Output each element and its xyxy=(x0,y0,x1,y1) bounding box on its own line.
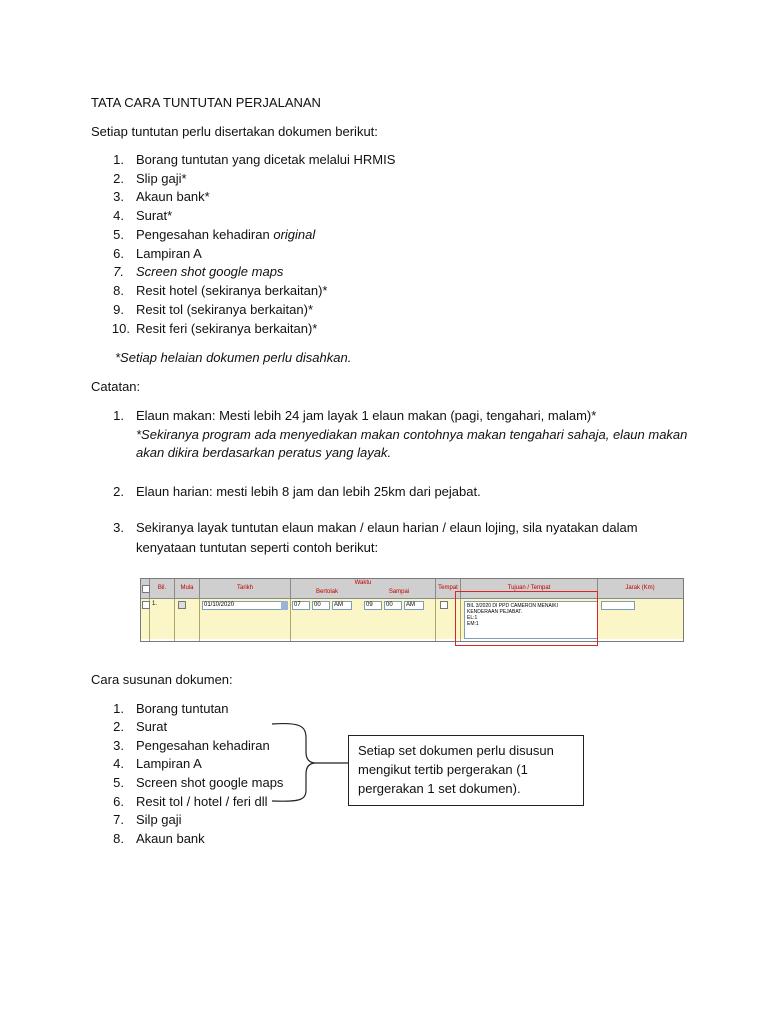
depart-ampm-select[interactable]: AM xyxy=(332,601,352,610)
list-number: 8. xyxy=(113,831,124,846)
row-checkbox[interactable] xyxy=(142,601,150,609)
list-number: 1. xyxy=(113,152,124,167)
list-number: 3. xyxy=(113,738,124,753)
purpose-line: KENDERAAN PEJABAT. xyxy=(467,609,523,615)
select-all-checkbox[interactable] xyxy=(142,585,150,593)
header-bertolak: Bertolak xyxy=(315,589,338,595)
arrive-hour-select[interactable]: 09 xyxy=(364,601,382,610)
list-number: 2. xyxy=(113,719,124,734)
header-waktu xyxy=(291,579,436,598)
row-mula-checkbox[interactable] xyxy=(178,601,186,609)
note-box xyxy=(348,735,584,806)
header-tarikh: Tarikh xyxy=(200,579,291,598)
footnote: *Setiap helaian dokumen perlu disahkan. xyxy=(115,350,352,365)
header-tujuan: Tujuan / Tempat xyxy=(461,579,598,598)
list-text: Screen shot google maps xyxy=(136,264,284,279)
list-text: Resit feri (sekiranya berkaitan)* xyxy=(136,321,318,336)
note-box-line: Setiap set dokumen perlu disusun xyxy=(358,743,554,758)
list-text: Resit tol / hotel / feri dll xyxy=(136,794,268,809)
note-box-line: pergerakan 1 set dokumen). xyxy=(358,781,521,796)
purpose-line: EL:1 xyxy=(467,615,478,621)
list-text: Akaun bank xyxy=(136,831,205,846)
note-box-line: mengikut tertib pergerakan (1 xyxy=(358,762,528,777)
header-jarak: Jarak (Km) xyxy=(625,585,655,591)
cell-divider xyxy=(174,599,175,641)
note-number: 1. xyxy=(113,408,124,423)
list-number: 10. xyxy=(111,321,130,336)
depart-hour-select[interactable]: 07 xyxy=(292,601,310,610)
list-text: Pengesahan kehadiran xyxy=(136,738,270,753)
list-text xyxy=(136,226,315,244)
note-number: 3. xyxy=(113,520,124,535)
list-number: 4. xyxy=(113,208,124,223)
list-text: Resit tol (sekiranya berkaitan)* xyxy=(136,302,314,317)
note-subtext: *Sekiranya program ada menyediakan makan contohnya makan tengahari sahaja, elaun makan xyxy=(136,427,688,442)
list-text: Akaun bank* xyxy=(136,189,210,204)
header-bil: Bil. xyxy=(150,579,175,598)
claim-table-example xyxy=(140,578,684,642)
list-text: Screen shot google maps xyxy=(136,775,284,790)
list-number: 7. xyxy=(113,812,124,827)
purpose-line: EM:1 xyxy=(467,621,479,627)
list-number: 5. xyxy=(113,227,124,242)
arrive-ampm-select[interactable]: AM xyxy=(404,601,424,610)
row-bil: 1. xyxy=(152,601,158,607)
distance-input[interactable] xyxy=(601,601,635,610)
header-waktu-label: Waktu xyxy=(354,580,372,586)
highlight-box xyxy=(455,591,598,646)
table-header xyxy=(141,579,683,599)
list-number: 4. xyxy=(113,756,124,771)
arrangement-heading: Cara susunan dokumen: xyxy=(91,672,233,687)
note-text: kenyataan tuntutan seperti contoh berikut: xyxy=(136,540,379,555)
header-tempat: Tempat xyxy=(436,579,461,598)
header-select-cell xyxy=(141,579,150,598)
date-input[interactable]: 01/10/2020 xyxy=(202,601,286,610)
list-text: Slip gaji* xyxy=(136,171,187,186)
list-number: 9. xyxy=(113,302,124,317)
arrive-minute-select[interactable]: 00 xyxy=(384,601,402,610)
note-text: Elaun harian: mesti lebih 8 jam dan lebih 25km dari pejabat. xyxy=(136,484,481,499)
list-number: 6. xyxy=(113,794,124,809)
header-mula: Mula xyxy=(175,579,200,598)
list-number: 8. xyxy=(113,283,124,298)
list-number: 1. xyxy=(113,701,124,716)
list-number: 3. xyxy=(113,189,124,204)
intro-text: Setiap tuntutan perlu disertakan dokumen berikut: xyxy=(91,124,378,139)
list-text-main: Pengesahan kehadiran xyxy=(136,227,274,242)
list-text: Surat* xyxy=(136,208,173,223)
list-text: Borang tuntutan yang dicetak melalui HRMIS xyxy=(136,152,396,167)
note-number: 2. xyxy=(113,484,124,499)
calendar-icon[interactable] xyxy=(281,601,288,610)
purpose-line: BIL 3/2020 DI PPD CAMERON MENAIKI xyxy=(467,603,558,609)
tempat-checkbox[interactable] xyxy=(440,601,448,609)
cell-divider xyxy=(290,599,291,641)
cell-divider xyxy=(435,599,436,641)
list-number: 6. xyxy=(113,246,124,261)
cell-divider xyxy=(199,599,200,641)
list-text-italic: original xyxy=(273,227,316,242)
list-text: Borang tuntutan xyxy=(136,701,229,716)
note-subtext: akan dikira berdasarkan peratus yang layak. xyxy=(136,445,392,460)
list-number: 2. xyxy=(113,171,124,186)
list-text: Silp gaji xyxy=(136,812,182,827)
depart-minute-select[interactable]: 00 xyxy=(312,601,330,610)
list-number: 5. xyxy=(113,775,124,790)
list-number: 7. xyxy=(113,264,124,279)
list-text: Resit hotel (sekiranya berkaitan)* xyxy=(136,283,328,298)
note-text: Sekiranya layak tuntutan elaun makan / elaun harian / elaun lojing, sila nyatakan dalam xyxy=(136,520,638,535)
brace-connector xyxy=(270,718,350,808)
notes-heading: Catatan: xyxy=(91,379,141,394)
list-text: Lampiran A xyxy=(136,756,202,771)
header-sampai: Sampai xyxy=(388,589,410,595)
list-text: Lampiran A xyxy=(136,246,202,261)
note-text: Elaun makan: Mesti lebih 24 jam layak 1 elaun makan (pagi, tengahari, malam)* xyxy=(136,408,597,423)
brace-path xyxy=(272,724,316,802)
page-title: TATA CARA TUNTUTAN PERJALANAN xyxy=(91,95,321,110)
list-text: Surat xyxy=(136,719,168,734)
